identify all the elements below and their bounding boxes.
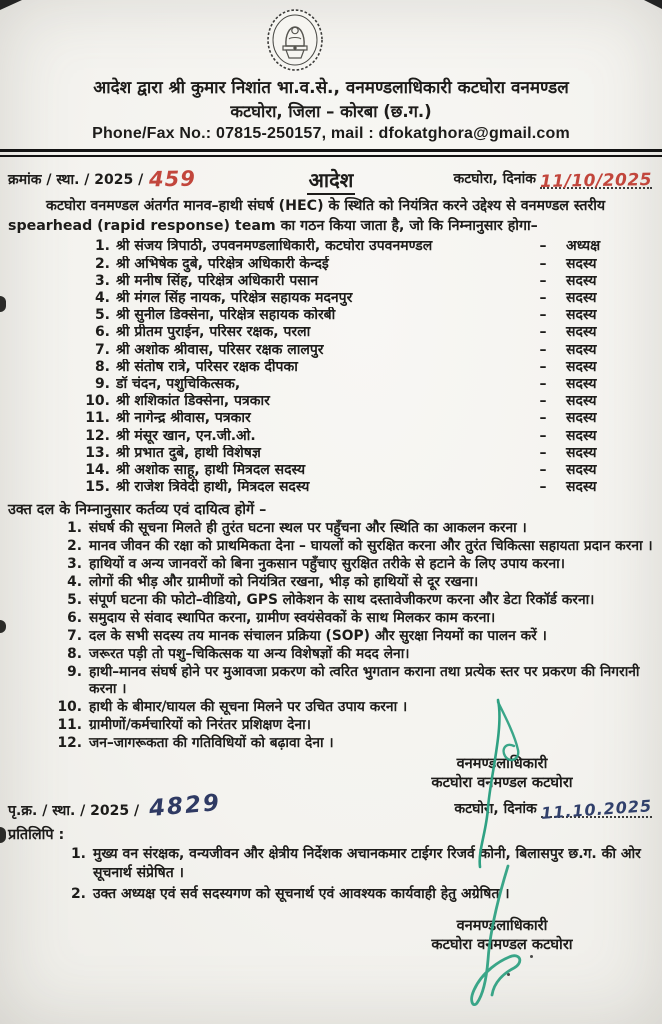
member-name: डॉ चंदन, पशुचिकित्सक,: [116, 376, 241, 393]
member-number: 7.: [94, 341, 110, 358]
member-row: [84, 428, 652, 445]
member-row: [84, 290, 652, 307]
duty-number: 3.: [67, 556, 82, 573]
scan-corner-artifact: [0, 0, 22, 10]
duty-text: संघर्ष की सूचना मिलते ही तुरंत घटना स्थल पर पहुँचना और स्थिति का आकलन करना ।: [89, 520, 527, 537]
duty-number: 12.: [57, 735, 82, 752]
member-name: श्री अशोक साहू, हाथी मित्रदल सदस्य: [116, 462, 306, 479]
signature-block-bottom: [372, 917, 632, 955]
member-role: सदस्य: [566, 307, 597, 324]
duty-text: हाथी के बीमार/घायल की सूचना मिलने पर उचित उपाय करना ।: [89, 699, 408, 716]
member-role: सदस्य: [566, 376, 597, 393]
member-number: 11.: [85, 410, 110, 427]
member-role: सदस्य: [566, 410, 597, 427]
member-role: सदस्य: [566, 444, 597, 461]
member-row: [84, 342, 652, 359]
member-row: [84, 410, 652, 427]
member-role: सदस्य: [566, 358, 597, 375]
duty-text: हाथी–मानव संघर्ष होने पर मुआवजा प्रकरण को त्वरित भुगतान कराना तथा प्रत्येक स्तर पर प्रकरण की निगरानी करना ।: [89, 664, 640, 698]
duty-item: [56, 646, 658, 663]
duty-item: [56, 574, 658, 591]
date-dotted-line: [540, 796, 653, 823]
duties-list: [56, 520, 658, 752]
member-row: [84, 376, 652, 393]
letterhead: [0, 0, 662, 143]
duty-number: 2.: [67, 538, 82, 555]
duty-number: 7.: [67, 628, 82, 645]
member-dash: –: [539, 358, 547, 375]
member-name: श्री अशोक श्रीवास, परिसर रक्षक लालपुर: [116, 341, 324, 358]
member-name: श्री शशिकांत डिक्सेना, पत्रकार: [116, 393, 270, 410]
duty-item: [56, 717, 658, 734]
member-dash: –: [539, 255, 547, 272]
duty-item: [56, 592, 658, 609]
reference-row-bottom: [0, 790, 662, 823]
member-name: श्री मनीष सिंह, परिक्षेत्र अधिकारी पसान: [116, 272, 319, 289]
copy-item: [62, 885, 654, 904]
member-dash: –: [539, 444, 547, 461]
member-dash: –: [539, 272, 547, 289]
letterhead-contact-line: Phone/Fax No.: 07815-250157, mail : dfokatghora@gmail.com: [92, 125, 570, 143]
handwritten-date: 11/10/2025: [539, 170, 653, 193]
duty-item: [56, 699, 658, 716]
duty-item: [56, 520, 658, 537]
member-name: श्री सुनील डिक्सेना, परिक्षेत्र सहायक कोरबी: [116, 307, 336, 324]
duty-text: समुदाय से संवाद स्थापित करना, ग्रामीण स्वयंसेवकों के साथ मिलकर काम करना।: [89, 610, 496, 627]
duty-number: 5.: [67, 592, 82, 609]
member-name: श्री अभिषेक दुबे, परिक्षेत्र अधिकारी केन्दई: [116, 255, 329, 272]
member-number: 5.: [94, 307, 110, 324]
member-role: सदस्य: [566, 255, 597, 272]
copy-text: उक्त अध्यक्ष एवं सर्व सदस्यगण को सूचनार्थ एवं आवश्यक कार्यवाही हेतु अग्रेषित ।: [93, 885, 510, 902]
copies-list: [62, 845, 654, 903]
member-name: श्री प्रभात दुबे, हाथी विशेषज्ञ: [116, 444, 261, 461]
duty-number: 6.: [67, 610, 82, 627]
duty-text: संपूर्ण घटना की फोटो–वीडियो, GPS लोकेशन के साथ दस्तावेजीकरण करना और डेटा रिकॉर्ड करना।: [89, 592, 595, 609]
member-row: [84, 238, 652, 255]
handwritten-endorsement-number: 4829: [148, 790, 223, 823]
member-role: सदस्य: [566, 462, 597, 479]
place-date-label: कटघोरा, दिनांक: [454, 800, 537, 817]
member-dash: –: [539, 307, 547, 324]
member-role: सदस्य: [566, 427, 597, 444]
signatory-office: कटघोरा वनमण्डल कटघोरा: [431, 774, 573, 792]
member-number: 6.: [94, 324, 110, 341]
member-number: 8.: [94, 358, 110, 375]
duty-text: हाथियों व अन्य जानवरों को बिना नुकसान पहुँचाए सुरक्षित तरीके से हटाने के लिए उपाय करना।: [89, 556, 565, 573]
member-dash: –: [539, 341, 547, 358]
signatory-office: कटघोरा वनमण्डल कटघोरा: [431, 936, 573, 954]
member-name: श्री प्रीतम पुराईन, परिसर रक्षक, परला: [116, 324, 311, 341]
duty-number: 11.: [57, 717, 82, 734]
duty-item: [56, 538, 658, 555]
member-role: सदस्य: [566, 272, 597, 289]
duty-number: 1.: [67, 520, 82, 537]
member-role: सदस्य: [566, 324, 597, 341]
ink-dot: [507, 973, 510, 976]
member-name: श्री संतोष रात्रे, परिसर रक्षक दीपका: [116, 358, 298, 375]
member-name: श्री मंसूर खान, एन.जी.ओ.: [116, 427, 256, 444]
endorsement-number-label: पृ.क्र. / स्था. / 2025 /: [8, 803, 140, 820]
member-name: श्री नागेन्द्र श्रीवास, पत्रकार: [116, 410, 251, 427]
member-dash: –: [539, 393, 547, 410]
member-number: 12.: [85, 427, 110, 444]
member-role: अध्यक्ष: [566, 238, 601, 255]
copy-number: 2.: [70, 885, 86, 902]
member-dash: –: [539, 462, 547, 479]
handwritten-ref-number: 459: [149, 166, 197, 192]
copies-heading: प्रतिलिपि :: [8, 827, 65, 844]
duty-item: [56, 610, 658, 627]
member-row: [84, 479, 652, 496]
member-name: श्री मंगल सिंह नायक, परिक्षेत्र सहायक मदनपुर: [116, 290, 353, 306]
header-divider: [0, 149, 662, 157]
place-date-label: कटघोरा, दिनांक: [453, 171, 536, 188]
member-number: 10.: [85, 393, 110, 410]
ashoka-emblem-icon: [264, 8, 326, 72]
duty-text: जन–जागरूकता की गतिविधियों को बढ़ावा देना ।: [89, 735, 334, 752]
date-dotted-line: [539, 170, 653, 193]
member-row: [84, 462, 652, 479]
ink-dot: [530, 955, 533, 958]
duty-text: जरूरत पड़ी तो पशु–चिकित्सक या अन्य विशेषज्ञों की मदद लेना।: [89, 646, 410, 663]
signatory-designation: वनमण्डलाधिकारी: [456, 755, 548, 773]
team-members-list: [84, 238, 652, 496]
member-row: [84, 359, 652, 376]
duty-item: [56, 628, 658, 645]
member-name: श्री राजेश त्रिवेदी हाथी, मित्रदल सदस्य: [116, 479, 310, 496]
member-role: सदस्य: [566, 393, 597, 410]
copy-number: 1.: [70, 846, 86, 863]
duty-text: मानव जीवन की रक्षा को प्राथमिकता देना – घायलों को सुरक्षित करना और तुरंत चिकित्सा सहायता प्रदान करना ।: [89, 538, 653, 555]
letterhead-authority-line: आदेश द्वारा श्री कुमार निशांत भा.व.से., वनमण्डलाधिकारी कटघोरा वनमण्डल: [93, 78, 569, 98]
scan-edge-artifact: [0, 296, 6, 312]
member-number: 4.: [94, 290, 110, 306]
signature-block-mid: [372, 755, 632, 793]
member-row: [84, 307, 652, 324]
letterhead-address-line: कटघोरा, जिला – कोरबा (छ.ग.): [230, 101, 432, 121]
member-dash: –: [539, 427, 547, 444]
duty-number: 10.: [57, 699, 82, 716]
member-row: [84, 273, 652, 290]
member-role: सदस्य: [566, 341, 597, 358]
ref-number-label: क्रमांक / स्था. / 2025 /: [8, 172, 144, 189]
signatory-designation: वनमण्डलाधिकारी: [456, 917, 548, 935]
duty-number: 9.: [67, 664, 82, 681]
member-row: [84, 324, 652, 341]
copy-text: मुख्य वन संरक्षक, वन्यजीवन और क्षेत्रीय निर्देशक अचानकमार टाईगर रिजर्व कोनी, बिलासपुर छ.ग. की ओर सूचनार्थ संप्रेषित ।: [93, 846, 641, 881]
member-row: [84, 256, 652, 273]
duty-text: दल के सभी सदस्य तय मानक संचालन प्रक्रिया (SOP) और सुरक्षा नियमों का पालन करें ।: [89, 628, 547, 645]
duty-item: [56, 735, 658, 752]
member-dash: –: [539, 479, 547, 496]
copy-item: [62, 845, 654, 882]
member-number: 1.: [94, 238, 110, 255]
duty-item: [56, 556, 658, 573]
handwritten-date: 11.10.2025: [540, 796, 653, 823]
order-title: आदेश: [307, 168, 356, 195]
member-number: 3.: [94, 272, 110, 289]
duties-heading: उक्त दल के निम्नानुसार कर्तव्य एवं दायित्व होगें –: [8, 502, 267, 519]
member-dash: –: [539, 324, 547, 341]
member-role: सदस्य: [566, 479, 597, 496]
member-dash: –: [539, 238, 547, 255]
member-number: 9.: [94, 376, 110, 393]
member-row: [84, 445, 652, 462]
member-dash: –: [539, 376, 547, 393]
duty-number: 8.: [67, 646, 82, 663]
member-number: 13.: [85, 444, 110, 461]
member-role: सदस्य: [566, 290, 597, 306]
duty-number: 4.: [67, 574, 82, 591]
duty-text: ग्रामीणों/कर्मचारियों को निरंतर प्रशिक्षण देना।: [89, 717, 311, 734]
member-number: 15.: [85, 479, 110, 496]
order-intro-paragraph: कटघोरा वनमण्डल अंतर्गत मानव–हाथी संघर्ष (HEC) के स्थिति को नियंत्रित करने उद्देश्य से वनमण्डल स्तरीय spearhead (rapid response) team का गठन किया जाता है, जो कि निम्नानुसार होगा–: [8, 198, 606, 235]
member-number: 14.: [85, 462, 110, 479]
member-name: श्री संजय त्रिपाठी, उपवनमण्डलाधिकारी, कटघोरा उपवनमण्डल: [116, 238, 433, 255]
duty-text: लोगों की भीड़ और ग्रामीणों को नियंत्रित रखना, भीड़ को हाथियों से दूर रखना।: [89, 574, 479, 591]
duty-item: [56, 664, 658, 698]
member-dash: –: [539, 410, 547, 427]
member-row: [84, 393, 652, 410]
scan-edge-artifact: [0, 620, 6, 633]
scan-corner-artifact: [644, 0, 662, 9]
scan-edge-artifact: [0, 827, 6, 843]
member-dash: –: [539, 290, 547, 306]
member-number: 2.: [94, 255, 110, 272]
